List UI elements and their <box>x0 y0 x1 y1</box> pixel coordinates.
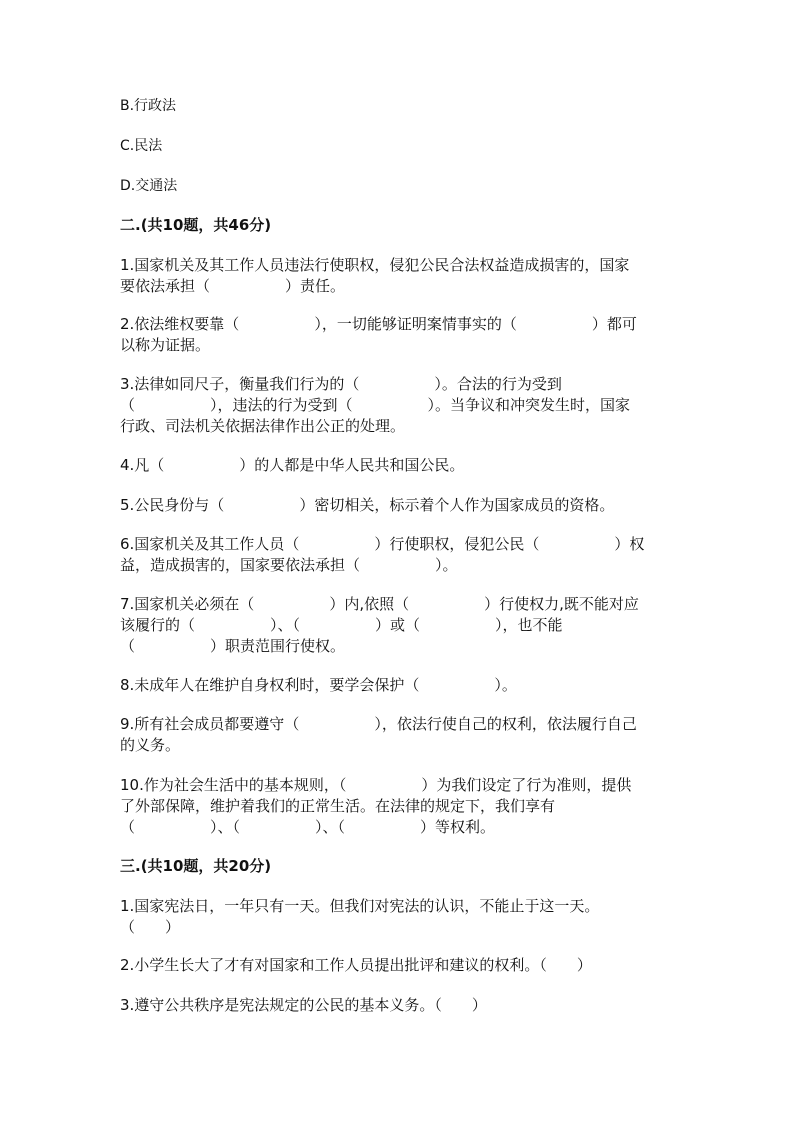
s2-question-10: 10.作为社会生活中的基本规则，（ ）为我们设定了行为准则，提供 了外部保障，维护着我们的正常生活。在法律的规定下，我们享有 （ ）、（ ）、（ ）等权利。 <box>120 776 632 836</box>
s3-question-2: 2.小学生长大了才有对国家和工作人员提出批评和建议的权利。（ ） <box>120 956 592 974</box>
s2-question-6: 6.国家机关及其工作人员（ ）行使职权，侵犯公民（ ）权 益，造成损害的，国家要依法承担（ ）。 <box>120 535 645 574</box>
s2-question-2: 2.依法维权要靠（ ），一切能够证明案情事实的（ ）都可 以称为证据。 <box>120 315 637 354</box>
option-d: D.交通法 <box>120 178 178 194</box>
s2-question-3: 3.法律如同尺子，衡量我们行为的（ ）。合法的行为受到 （ ），违法的行为受到（ ）。当争议和冲突发生时，国家 行政、司法机关依据法律作出公正的处理。 <box>120 375 631 435</box>
s2-question-7: 7.国家机关必须在（ ）内,依照（ ）行使权力,既不能对应 该履行的（ ）、（ ）或（ ），也不能 （ ）职责范围行使权。 <box>120 595 639 655</box>
option-b: B.行政法 <box>120 98 177 114</box>
s3-question-3: 3.遵守公共秩序是宪法规定的公民的基本义务。（ ） <box>120 996 487 1014</box>
s2-question-1: 1.国家机关及其工作人员违法行使职权，侵犯公民合法权益造成损害的，国家 要依法承担（ ）责任。 <box>120 256 630 295</box>
option-c: C.民法 <box>120 138 163 154</box>
section-2-heading: 二.(共10题，共46分) <box>120 216 272 234</box>
s2-question-9: 9.所有社会成员都要遵守（ ），依法行使自己的权利，依法履行自己 的义务。 <box>120 715 637 754</box>
s2-question-8: 8.未成年人在维护自身权利时，要学会保护（ ）。 <box>120 676 517 694</box>
section-3-heading: 三.(共10题，共20分) <box>120 857 272 875</box>
s2-question-5: 5.公民身份与（ ）密切相关，标示着个人作为国家成员的资格。 <box>120 496 615 514</box>
s2-question-4: 4.凡（ ）的人都是中华人民共和国公民。 <box>120 456 465 474</box>
s3-question-1: 1.国家宪法日，一年只有一天。但我们对宪法的认识，不能止于这一天。 （ ） <box>120 897 600 936</box>
